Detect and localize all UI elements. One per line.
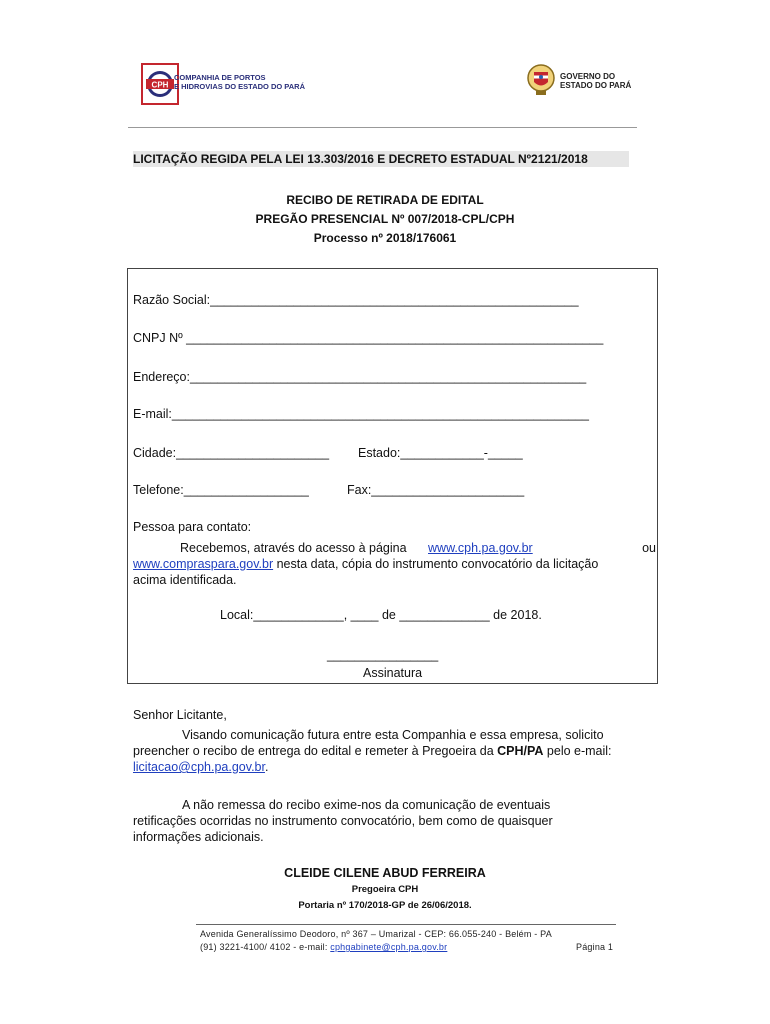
page-number: Página 1	[576, 942, 614, 952]
p1-text-end: pelo e-mail:	[543, 744, 612, 758]
footer-phone: (91) 3221-4100/ 4102 - e-mail:	[200, 942, 331, 952]
compraspara-link[interactable]: www.compraspara.gov.br	[133, 557, 274, 571]
cph-badge-text: CPH	[151, 80, 169, 90]
p1-text: preencher o recibo de entrega do edital e remeter à Pregoeira da	[133, 744, 498, 758]
signature-line[interactable]: ________________	[327, 648, 439, 662]
cph-name-line1: COMPANHIA DE PORTOS	[174, 73, 266, 82]
processo-number: Processo nº 2018/176061	[313, 231, 457, 245]
recebemos-text: Recebemos, através do acesso à página	[180, 541, 407, 555]
assinatura-label: Assinatura	[363, 666, 423, 680]
salutation: Senhor Licitante,	[133, 708, 227, 722]
gov-line1: GOVERNO DO	[560, 72, 616, 81]
recebemos-continuation: nesta data, cópia do instrumento convocatório da licitação	[273, 557, 599, 571]
signer-role: Pregoeira CPH	[351, 884, 419, 895]
email-field[interactable]: E-mail:____________________________________________________________	[133, 407, 590, 421]
cph-name-line2: E HIDROVIAS DO ESTADO DO PARÁ	[174, 82, 305, 91]
cidade-field[interactable]: Cidade:______________________	[133, 446, 330, 460]
footer-address: Avenida Generalíssimo Deodoro, nº 367 – Umarizal - CEP: 66.055-240 - Belém - PA	[200, 929, 552, 939]
recebemos-line3: acima identificada.	[133, 573, 237, 587]
p2-line2: retificações ocorridas no instrumento convocatório, bem como de quaisquer	[133, 814, 553, 828]
p2-line3: informações adicionais.	[133, 830, 264, 844]
fax-field[interactable]: Fax:______________________	[347, 483, 525, 497]
contato-field[interactable]: Pessoa para contato:	[133, 520, 252, 534]
estado-field[interactable]: Estado:____________-_____	[358, 446, 523, 460]
cph-site-link[interactable]: www.cph.pa.gov.br	[428, 541, 533, 555]
local-date-field[interactable]: Local:_____________, ____ de _____________ de 2018.	[220, 608, 542, 622]
pregao-title: PREGÃO PRESENCIAL Nº 007/2018-CPL/CPH	[255, 212, 515, 226]
signer-name: CLEIDE CILENE ABUD FERREIRA	[284, 866, 486, 880]
telefone-field[interactable]: Telefone:__________________	[133, 483, 309, 497]
p1-period: .	[264, 760, 269, 774]
footer-divider	[196, 924, 616, 925]
footer-contact	[200, 942, 447, 952]
recebemos-ou: ou	[642, 541, 656, 555]
endereco-field[interactable]: Endereço:_________________________________________________________	[133, 370, 587, 384]
razao-social-field[interactable]: Razão Social:_____________________________________________________	[133, 293, 579, 307]
header-divider	[128, 127, 637, 128]
para-coat-of-arms-icon	[526, 62, 556, 98]
p1-line1: Visando comunicação futura entre esta Companhia e essa empresa, solicito	[182, 728, 604, 742]
recibo-title: RECIBO DE RETIRADA DE EDITAL	[286, 193, 484, 207]
gov-line2: ESTADO DO PARÁ	[560, 81, 632, 90]
footer-email-link[interactable]: cphgabinete@cph.pa.gov.br	[330, 942, 448, 952]
recebemos-line1	[180, 540, 656, 556]
licitacao-title: LICITAÇÃO REGIDA PELA LEI 13.303/2016 E DECRETO ESTADUAL Nº2121/2018	[133, 151, 629, 167]
recebemos-line2	[133, 556, 598, 572]
p1-line3	[133, 759, 268, 775]
p2-line1: A não remessa do recibo exime-nos da comunicação de eventuais	[182, 798, 551, 812]
licitacao-email-link[interactable]: licitacao@cph.pa.gov.br	[133, 760, 265, 774]
cnpj-field[interactable]: CNPJ Nº ____________________________________________________________	[133, 331, 604, 345]
p1-line2	[133, 743, 612, 759]
cph-company-name	[174, 73, 305, 91]
gov-name	[560, 72, 631, 90]
cph-pa-bold: CPH/PA	[497, 744, 544, 758]
signer-portaria: Portaria nº 170/2018-GP de 26/06/2018.	[298, 900, 472, 911]
